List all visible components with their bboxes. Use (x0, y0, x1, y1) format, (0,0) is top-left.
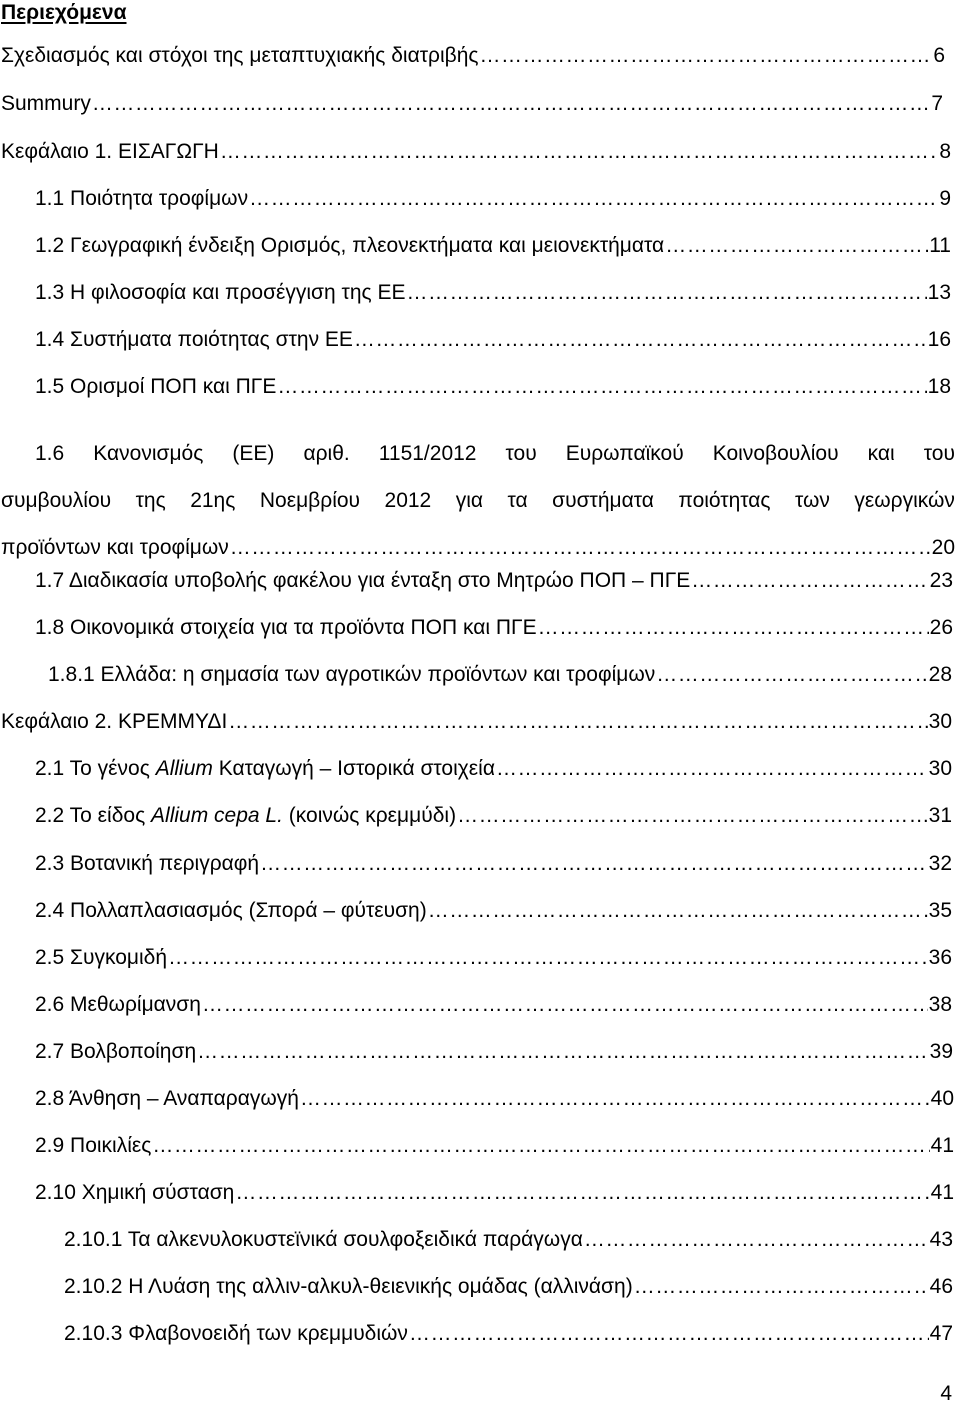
toc-entry-page: 43 (929, 1228, 953, 1251)
leader-dots (235, 1177, 929, 1209)
word: (ΕΕ) (232, 442, 275, 465)
leader-dots (168, 942, 928, 974)
toc-entry[interactable] (48, 659, 952, 691)
toc-entry-label: 2.4 Πολλαπλασιασμός (Σπορά – φύτευση) (35, 899, 427, 922)
toc-entry-label: 1.2 Γεωγραφική ένδειξη Ορισμός, πλεονεκτήματα και μειονεκτήματα (35, 234, 665, 257)
word: και (867, 442, 895, 465)
toc-entry-page: 39 (929, 1040, 953, 1063)
word: συστήματα (552, 489, 654, 512)
toc-entry-label: 2.5 Συγκομιδή (35, 946, 168, 969)
toc-entry-label: 1.4 Συστήματα ποιότητας στην ΕΕ (35, 328, 353, 351)
leader-dots (496, 753, 928, 785)
toc-entry[interactable] (35, 895, 952, 927)
toc-entry-label: Σχεδιασμός και στόχοι της μεταπτυχιακής διατριβής (1, 44, 479, 67)
leader-dots (457, 800, 928, 832)
toc-entry-page: 41 (930, 1181, 954, 1204)
toc-entry[interactable] (35, 277, 951, 309)
word: ποιότητας (678, 489, 771, 512)
toc-entry[interactable] (35, 848, 952, 880)
toc-entry[interactable] (35, 565, 953, 597)
regulation-line-1 (35, 438, 955, 485)
toc-entry-label: 2.10.1 Τα αλκενυλοκυστεϊνικά σουλφοξειδικά παράγωγα (64, 1228, 583, 1251)
leader-dots (665, 230, 928, 262)
label-italic: Allium (155, 757, 213, 780)
toc-entry-page: 38 (928, 993, 952, 1016)
leader-dots (260, 848, 928, 880)
word: για (455, 489, 484, 512)
word: 1.6 (35, 442, 65, 465)
toc-entry-page: 36 (928, 946, 952, 969)
word: 2012 (384, 489, 432, 512)
toc-entry-page: 6 (933, 44, 945, 67)
toc-entry-label (35, 800, 456, 832)
toc-entry-page: 23 (929, 569, 953, 592)
leader-dots (538, 612, 929, 644)
toc-entry-page: 8 (939, 140, 951, 163)
word: της (135, 489, 166, 512)
toc-entry-page: 31 (928, 804, 952, 827)
leader-dots (202, 989, 928, 1021)
toc-entry-page: 13 (927, 281, 951, 304)
page-number: 4 (940, 1382, 952, 1405)
toc-entry-label: 1.8.1 Ελλάδα: η σημασία των αγροτικών προϊόντων και τροφίμων (48, 663, 656, 686)
word: Ευρωπαϊκού (565, 442, 684, 465)
leader-dots (152, 1130, 929, 1162)
toc-entry[interactable] (35, 183, 951, 215)
leader-dots (249, 183, 938, 215)
toc-entry-page: 40 (930, 1087, 954, 1110)
word: αριθ. (303, 442, 350, 465)
toc-entry-label: 2.3 Βοτανική περιγραφή (35, 852, 260, 875)
toc-entry-label: 2.10.3 Φλαβονοειδή των κρεμμυδιών (64, 1322, 408, 1345)
toc-entry[interactable] (35, 1083, 954, 1115)
toc-entry-page: 9 (939, 187, 951, 210)
toc-entry-label: 2.9 Ποικιλίες (35, 1134, 152, 1157)
toc-entry[interactable] (35, 1130, 954, 1162)
leader-dots (300, 1083, 930, 1115)
toc-entry-label: 1.7 Διαδικασία υποβολής φακέλου για ένταξη στο Μητρώο ΠΟΠ – ΠΓΕ (35, 569, 691, 592)
toc-entry-page: 16 (927, 328, 951, 351)
toc-entry[interactable] (35, 989, 952, 1021)
leader-dots (197, 1036, 929, 1068)
word: 1151/2012 (378, 442, 477, 465)
toc-entry-page: 11 (929, 234, 951, 257)
toc-entry-page: 32 (928, 852, 952, 875)
toc-entry[interactable] (35, 800, 952, 832)
leader-dots (406, 277, 926, 309)
toc-entry-page: 26 (929, 616, 953, 639)
label-italic: Allium cepa L. (151, 804, 283, 827)
word: συμβουλίου (1, 489, 112, 512)
toc-entry-page: 28 (928, 663, 952, 686)
toc-entry-label: 2.8 Άνθηση – Αναπαραγωγή (35, 1087, 299, 1110)
leader-dots (220, 136, 939, 168)
leader-dots (228, 706, 927, 738)
leader-dots (277, 371, 926, 403)
toc-entry[interactable] (35, 753, 952, 785)
label-part: (κοινώς κρεμμύδι) (282, 804, 457, 827)
toc-entry[interactable] (35, 942, 952, 974)
word: γεωργικών (854, 489, 955, 512)
toc-entry[interactable] (35, 371, 951, 403)
leader-dots (92, 88, 930, 120)
toc-entry-page: 46 (929, 1275, 953, 1298)
toc-entry-label: Summury (1, 92, 91, 115)
leader-dots (634, 1271, 929, 1303)
leader-dots (428, 895, 928, 927)
toc-entry[interactable] (35, 1036, 953, 1068)
toc-entry[interactable] (35, 230, 951, 262)
toc-entry-label: 2.10 Χημική σύσταση (35, 1181, 235, 1204)
toc-entry[interactable] (1, 706, 952, 738)
label-part: Καταγωγή – Ιστορικά στοιχεία (212, 757, 495, 780)
toc-entry-label: 1.1 Ποιότητα τροφίμων (35, 187, 249, 210)
toc-entry-page: 18 (927, 375, 951, 398)
toc-entry-label: 2.6 Μεθωρίμανση (35, 993, 201, 1016)
word: Κοινοβουλίου (712, 442, 839, 465)
toc-entry-label (35, 753, 495, 785)
leader-dots (230, 532, 931, 564)
regulation-line-2 (1, 485, 955, 532)
word: 21ης (190, 489, 236, 512)
label-part: 2.1 Το γένος (35, 757, 156, 780)
toc-entry-label: 1.5 Ορισμοί ΠΟΠ και ΠΓΕ (35, 375, 277, 398)
toc-entry[interactable] (35, 1177, 954, 1209)
toc-entry-label: Κεφάλαιο 1. ΕΙΣΑΓΩΓΗ (1, 140, 219, 163)
toc-entry[interactable] (64, 1271, 953, 1303)
label-part: 2.2 Το είδος (35, 804, 152, 827)
toc-heading: Περιεχόμενα (1, 1, 127, 24)
toc-entry-page: 20 (931, 536, 955, 559)
toc-entry-label: 2.7 Βολβοποίηση (35, 1040, 197, 1063)
word: τα (507, 489, 528, 512)
word: των (795, 489, 830, 512)
leader-dots (480, 40, 933, 72)
word: Κανονισμός (93, 442, 204, 465)
toc-entry-label: 2.10.2 Η Λυάση της αλλιν-αλκυλ-θειενικής ομάδας (αλλινάση) (64, 1275, 633, 1298)
toc-entry[interactable] (1, 40, 945, 72)
leader-dots (354, 324, 927, 356)
leader-dots (656, 659, 927, 691)
toc-entry-page: 35 (928, 899, 952, 922)
leader-dots (691, 565, 928, 597)
word: του (505, 442, 537, 465)
toc-entry[interactable] (1, 88, 943, 120)
toc-entry[interactable] (1, 136, 951, 168)
word: Νοεμβρίου (259, 489, 361, 512)
leader-dots (409, 1318, 929, 1350)
toc-entry[interactable] (64, 1224, 953, 1256)
toc-entry-label: 1.8 Οικονομικά στοιχεία για τα προϊόντα ΠΟΠ και ΠΓΕ (35, 616, 537, 639)
leader-dots (584, 1224, 929, 1256)
toc-entry[interactable] (64, 1318, 953, 1350)
toc-entry-page: 30 (928, 757, 952, 780)
toc-entry-page: 41 (930, 1134, 954, 1157)
toc-entry[interactable] (35, 324, 951, 356)
toc-entry-label: Κεφάλαιο 2. ΚΡΕΜΜΥΔΙ (1, 710, 228, 733)
toc-entry-regulation[interactable] (35, 438, 955, 485)
toc-entry-page: 47 (929, 1322, 953, 1345)
word: του (923, 442, 955, 465)
toc-entry-label: προϊόντων και τροφίμων (1, 536, 229, 559)
toc-entry-page: 30 (928, 710, 952, 733)
toc-entry-page: 7 (931, 92, 943, 115)
toc-entry-label: 1.3 Η φιλοσοφία και προσέγγιση της ΕΕ (35, 281, 406, 304)
toc-entry[interactable] (35, 612, 953, 644)
